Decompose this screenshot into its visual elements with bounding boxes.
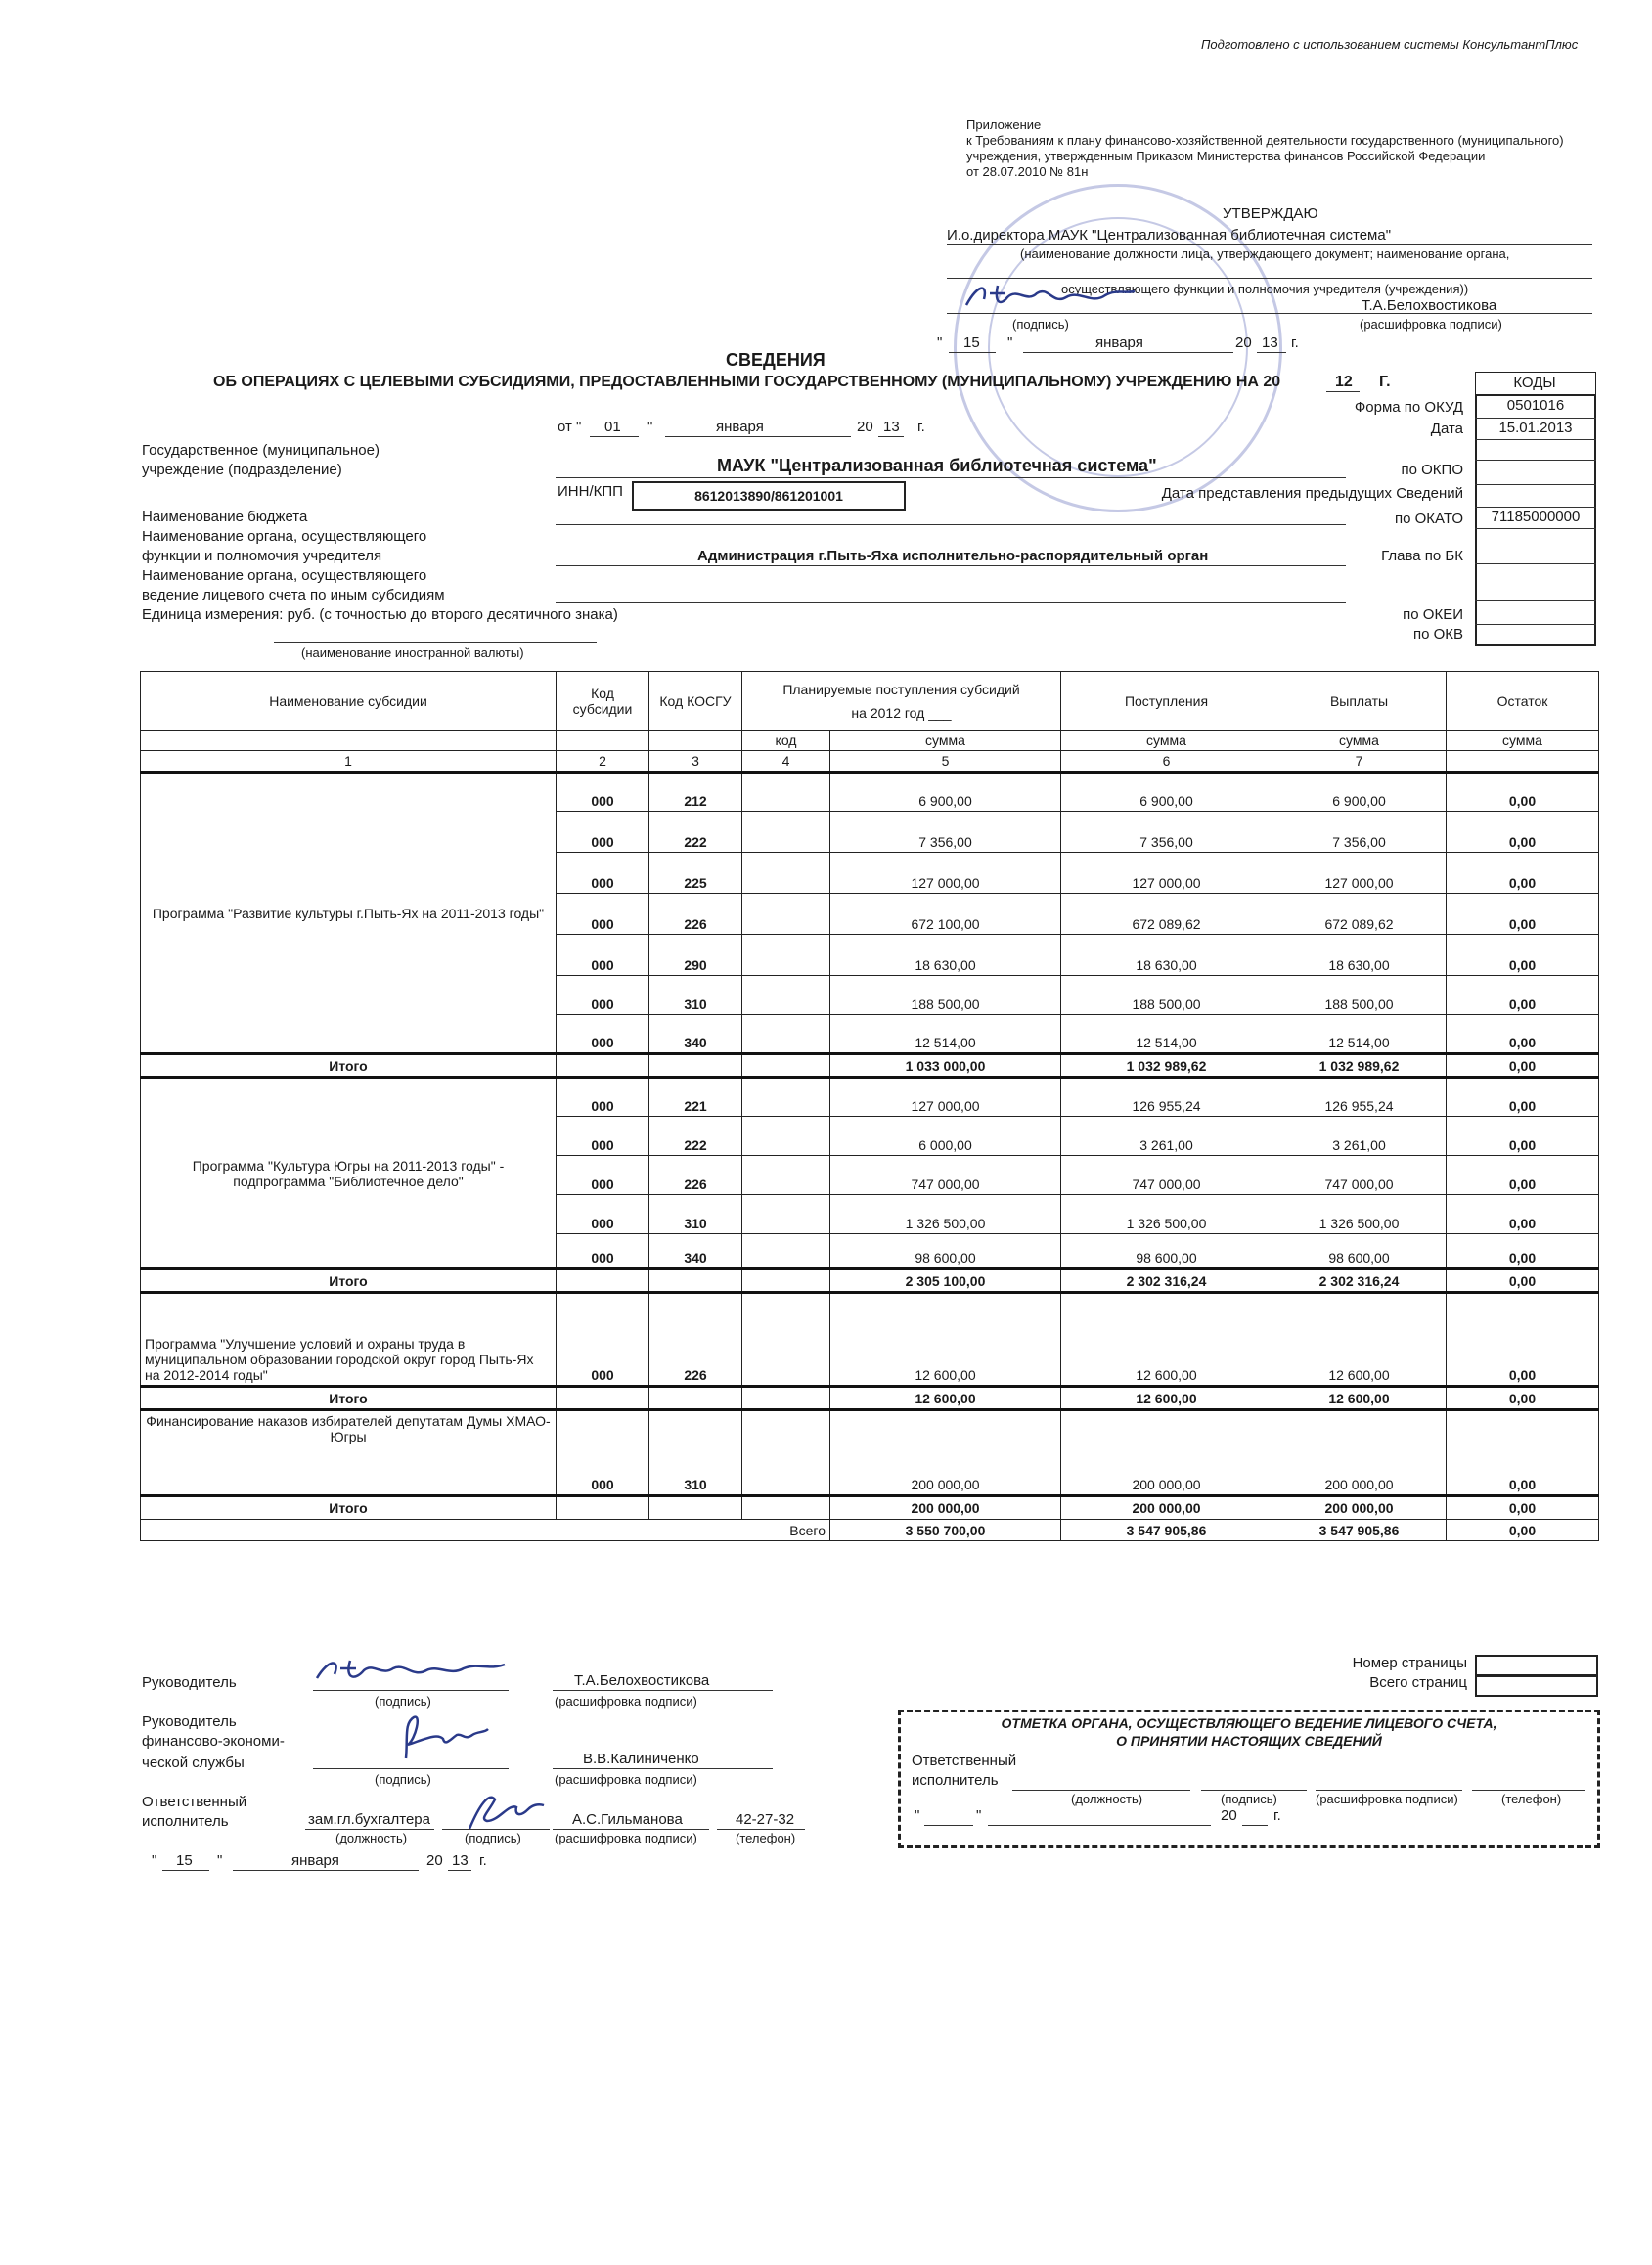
code-cell bbox=[742, 1293, 830, 1387]
kosgu-code: 225 bbox=[649, 853, 742, 894]
kosgu-code: 226 bbox=[649, 1293, 742, 1387]
code-cell bbox=[742, 1015, 830, 1054]
report-year-suffix: Г. bbox=[1379, 374, 1391, 390]
col-number: 5 bbox=[830, 751, 1061, 773]
report-date-month: января bbox=[716, 419, 764, 435]
table-row bbox=[141, 773, 1599, 812]
grand-total-label: Всего bbox=[141, 1520, 830, 1541]
subsidy-code: 000 bbox=[557, 1156, 649, 1195]
code-cell bbox=[742, 773, 830, 812]
payments-sum: 98 600,00 bbox=[1272, 1234, 1447, 1269]
payments-sum: 672 089,62 bbox=[1272, 894, 1447, 935]
remain-sum: 0,00 bbox=[1447, 976, 1599, 1015]
decode-caption: (расшифровка подписи) bbox=[555, 1772, 697, 1787]
approve-date-year: 13 bbox=[1262, 334, 1278, 351]
income-sum: 127 000,00 bbox=[1061, 853, 1272, 894]
planned-sum: 6 000,00 bbox=[830, 1117, 1061, 1156]
total-payments: 12 600,00 bbox=[1272, 1387, 1447, 1410]
code-cell bbox=[742, 1156, 830, 1195]
code-cell bbox=[742, 812, 830, 853]
founder-label: Наименование органа, осуществляющего bbox=[142, 528, 427, 545]
fin-head-signature bbox=[386, 1710, 494, 1768]
subsidies-table bbox=[140, 671, 1599, 1541]
total-label: Итого bbox=[141, 1496, 557, 1520]
approve-date-suffix: г. bbox=[1291, 334, 1299, 351]
report-date-year: 13 bbox=[883, 419, 900, 435]
total-income: 2 302 316,24 bbox=[1061, 1269, 1272, 1293]
income-sum: 98 600,00 bbox=[1061, 1234, 1272, 1269]
remain-sum: 0,00 bbox=[1447, 935, 1599, 976]
currency-caption: (наименование иностранной валюты) bbox=[301, 645, 524, 660]
remain-sum: 0,00 bbox=[1447, 1410, 1599, 1496]
appendix-line: учреждения, утвержденным Приказом Министерства финансов Российской Федерации bbox=[966, 149, 1486, 163]
planned-sum: 7 356,00 bbox=[830, 812, 1061, 853]
col-header-payments: Выплаты bbox=[1272, 672, 1447, 731]
total-remain: 0,00 bbox=[1447, 1496, 1599, 1520]
col-header-name: Наименование субсидии bbox=[141, 672, 557, 731]
subsidy-code: 000 bbox=[557, 1117, 649, 1156]
code-cell bbox=[742, 1234, 830, 1269]
income-sum: 200 000,00 bbox=[1061, 1410, 1272, 1496]
report-year: 12 bbox=[1335, 374, 1353, 390]
report-date-suffix: г. bbox=[917, 419, 925, 435]
kosgu-code: 310 bbox=[649, 976, 742, 1015]
subsidy-name: Программа "Культура Югры на 2011-2013 годы" - подпрограмма "Библиотечное дело" bbox=[141, 1078, 557, 1269]
exec-phone: 42-27-32 bbox=[736, 1811, 795, 1828]
approve-caption: осуществляющего функции и полномочия учредителя (учреждения)) bbox=[1061, 282, 1469, 296]
planned-sum: 200 000,00 bbox=[830, 1410, 1061, 1496]
income-sum: 1 326 500,00 bbox=[1061, 1195, 1272, 1234]
table-row bbox=[141, 1410, 1599, 1496]
remain-sum: 0,00 bbox=[1447, 1195, 1599, 1234]
okato-code: 71185000000 bbox=[1491, 509, 1581, 525]
account-label: ведение лицевого счета по иным субсидиям bbox=[142, 587, 445, 603]
decode-caption: (расшифровка подписи) bbox=[555, 1694, 697, 1709]
grand-planned: 3 550 700,00 bbox=[830, 1520, 1061, 1541]
remain-sum: 0,00 bbox=[1447, 853, 1599, 894]
footer-year-prefix: 20 bbox=[426, 1852, 443, 1869]
total-remain: 0,00 bbox=[1447, 1269, 1599, 1293]
remain-sum: 0,00 bbox=[1447, 894, 1599, 935]
grand-remain: 0,00 bbox=[1447, 1520, 1599, 1541]
mark-exec-label: исполнитель bbox=[912, 1772, 999, 1789]
founder-name: Администрация г.Пыть-Яха исполнительно-распорядительный орган bbox=[697, 548, 1209, 564]
col-sub-code: код bbox=[742, 731, 830, 751]
subsidy-code: 000 bbox=[557, 935, 649, 976]
col-header-planned: Планируемые поступления субсидий на 2012 год ___ bbox=[742, 672, 1061, 731]
kosgu-code: 222 bbox=[649, 812, 742, 853]
subsidy-code: 000 bbox=[557, 1410, 649, 1496]
income-sum: 3 261,00 bbox=[1061, 1117, 1272, 1156]
exec-position: зам.гл.бухгалтера bbox=[308, 1811, 430, 1828]
total-income: 200 000,00 bbox=[1061, 1496, 1272, 1520]
subsidy-code: 000 bbox=[557, 1015, 649, 1054]
planned-sum: 747 000,00 bbox=[830, 1156, 1061, 1195]
payments-sum: 1 326 500,00 bbox=[1272, 1195, 1447, 1234]
subsidy-code: 000 bbox=[557, 894, 649, 935]
col-number: 3 bbox=[649, 751, 742, 773]
mark-decode-caption: (расшифровка подписи) bbox=[1316, 1792, 1458, 1806]
approve-signature bbox=[959, 276, 1164, 323]
grand-payments: 3 547 905,86 bbox=[1272, 1520, 1447, 1541]
kosgu-code: 310 bbox=[649, 1195, 742, 1234]
report-year-prefix: 20 bbox=[857, 419, 873, 435]
inn-label: ИНН/КПП bbox=[558, 483, 623, 500]
subsidy-code: 000 bbox=[557, 1078, 649, 1117]
remain-sum: 0,00 bbox=[1447, 1234, 1599, 1269]
kosgu-code: 340 bbox=[649, 1015, 742, 1054]
payments-sum: 200 000,00 bbox=[1272, 1410, 1447, 1496]
col-sub-sum: сумма bbox=[830, 731, 1061, 751]
sign-caption: (подпись) bbox=[375, 1694, 431, 1709]
code-cell bbox=[742, 894, 830, 935]
consultant-note: Подготовлено с использованием системы КонсультантПлюс bbox=[1201, 37, 1579, 52]
payments-sum: 126 955,24 bbox=[1272, 1078, 1447, 1117]
fin-head-name: В.В.Калиниченко bbox=[583, 1751, 699, 1767]
planned-sum: 127 000,00 bbox=[830, 853, 1061, 894]
page-number-box bbox=[1475, 1655, 1598, 1676]
total-label: Итого bbox=[141, 1269, 557, 1293]
col-sub-sum: сумма bbox=[1447, 731, 1599, 751]
approve-title: УТВЕРЖДАЮ bbox=[1223, 205, 1318, 222]
subsidy-code: 000 bbox=[557, 1195, 649, 1234]
exec-label: исполнитель bbox=[142, 1813, 229, 1830]
sign-caption: (подпись) bbox=[1012, 317, 1069, 332]
budget-label: Наименование бюджета bbox=[142, 509, 308, 525]
income-sum: 672 089,62 bbox=[1061, 894, 1272, 935]
kosgu-code: 222 bbox=[649, 1117, 742, 1156]
code-cell bbox=[742, 1410, 830, 1496]
okud-code: 0501016 bbox=[1506, 397, 1565, 414]
total-label: Итого bbox=[141, 1054, 557, 1078]
total-payments: 200 000,00 bbox=[1272, 1496, 1447, 1520]
remain-sum: 0,00 bbox=[1447, 1015, 1599, 1054]
okato-label: по ОКАТО bbox=[1394, 511, 1463, 527]
col-sub-sum: сумма bbox=[1061, 731, 1272, 751]
footer-date-suffix: г. bbox=[479, 1852, 487, 1869]
footer-date-year: 13 bbox=[452, 1852, 469, 1869]
payments-sum: 6 900,00 bbox=[1272, 773, 1447, 812]
position-caption: (должность) bbox=[335, 1831, 408, 1845]
head-name: Т.А.Белохвостикова bbox=[574, 1672, 710, 1689]
remain-sum: 0,00 bbox=[1447, 812, 1599, 853]
subsidy-code: 000 bbox=[557, 1293, 649, 1387]
approve-caption: (наименование должности лица, утверждающего документ; наименование органа, bbox=[1020, 246, 1510, 261]
codes-header: КОДЫ bbox=[1475, 372, 1596, 395]
payments-sum: 747 000,00 bbox=[1272, 1156, 1447, 1195]
approve-date-month: января bbox=[1095, 334, 1143, 351]
remain-sum: 0,00 bbox=[1447, 773, 1599, 812]
payments-sum: 3 261,00 bbox=[1272, 1117, 1447, 1156]
code-cell bbox=[742, 935, 830, 976]
okei-label: по ОКЕИ bbox=[1403, 606, 1463, 623]
report-date-day: 01 bbox=[604, 419, 621, 435]
grand-total-row bbox=[141, 1520, 1599, 1541]
approve-year-prefix: 20 bbox=[1235, 334, 1252, 351]
income-sum: 188 500,00 bbox=[1061, 976, 1272, 1015]
okpo-label: по ОКПО bbox=[1401, 462, 1463, 478]
income-sum: 7 356,00 bbox=[1061, 812, 1272, 853]
mark-title: О ПРИНЯТИИ НАСТОЯЩИХ СВЕДЕНИЙ bbox=[1116, 1733, 1382, 1749]
glava-label: Глава по БК bbox=[1381, 548, 1463, 564]
payments-sum: 127 000,00 bbox=[1272, 853, 1447, 894]
col-number: 7 bbox=[1272, 751, 1447, 773]
okud-label: Форма по ОКУД bbox=[1354, 399, 1463, 416]
mark-exec-label: Ответственный bbox=[912, 1753, 1017, 1769]
head-label: Руководитель bbox=[142, 1674, 237, 1691]
fin-head-label: Руководитель bbox=[142, 1713, 237, 1730]
remain-sum: 0,00 bbox=[1447, 1078, 1599, 1117]
appendix-line: от 28.07.2010 № 81н bbox=[966, 164, 1089, 179]
mark-position-caption: (должность) bbox=[1071, 1792, 1143, 1806]
total-remain: 0,00 bbox=[1447, 1387, 1599, 1410]
pages-total-label: Всего страниц bbox=[1369, 1674, 1467, 1691]
planned-sum: 188 500,00 bbox=[830, 976, 1061, 1015]
phone-caption: (телефон) bbox=[736, 1831, 796, 1845]
institution-label: Государственное (муниципальное) bbox=[142, 442, 380, 459]
remain-sum: 0,00 bbox=[1447, 1156, 1599, 1195]
total-label: Итого bbox=[141, 1387, 557, 1410]
code-cell bbox=[742, 1195, 830, 1234]
exec-name: А.С.Гильманова bbox=[572, 1811, 683, 1828]
planned-sum: 6 900,00 bbox=[830, 773, 1061, 812]
code-cell bbox=[742, 1078, 830, 1117]
subsidy-code: 000 bbox=[557, 1234, 649, 1269]
account-label: Наименование органа, осуществляющего bbox=[142, 567, 427, 584]
code-cell bbox=[742, 1117, 830, 1156]
total-payments: 1 032 989,62 bbox=[1272, 1054, 1447, 1078]
date-code: 15.01.2013 bbox=[1498, 420, 1573, 436]
unit-label: Единица измерения: руб. (с точностью до второго десятичного знака) bbox=[142, 606, 618, 623]
date-label: Дата bbox=[1430, 421, 1463, 437]
total-income: 12 600,00 bbox=[1061, 1387, 1272, 1410]
mark-date-suffix: г. bbox=[1273, 1807, 1281, 1824]
appendix-line: к Требованиям к плану финансово-хозяйственной деятельности государственного (муниципального) bbox=[966, 133, 1564, 148]
exec-label: Ответственный bbox=[142, 1794, 247, 1810]
founder-label: функции и полномочия учредителя bbox=[142, 548, 382, 564]
code-cell bbox=[742, 976, 830, 1015]
head-signature bbox=[311, 1653, 516, 1692]
income-sum: 6 900,00 bbox=[1061, 773, 1272, 812]
payments-sum: 18 630,00 bbox=[1272, 935, 1447, 976]
remain-sum: 0,00 bbox=[1447, 1293, 1599, 1387]
total-planned: 12 600,00 bbox=[830, 1387, 1061, 1410]
subsidy-name: Программа "Развитие культуры г.Пыть-Ях на 2011-2013 годы" bbox=[141, 773, 557, 1054]
decode-caption: (расшифровка подписи) bbox=[555, 1831, 697, 1845]
subsidy-code: 000 bbox=[557, 853, 649, 894]
document-title: СВЕДЕНИЯ bbox=[726, 350, 826, 370]
total-payments: 2 302 316,24 bbox=[1272, 1269, 1447, 1293]
approve-date-day: 15 bbox=[963, 334, 980, 351]
planned-sum: 12 600,00 bbox=[830, 1293, 1061, 1387]
footer-date-month: января bbox=[291, 1852, 339, 1869]
total-row bbox=[141, 1387, 1599, 1410]
footer-date-day: 15 bbox=[176, 1852, 193, 1869]
planned-sum: 12 514,00 bbox=[830, 1015, 1061, 1054]
column-numbers-row bbox=[141, 751, 1599, 773]
col-number: 6 bbox=[1061, 751, 1272, 773]
total-remain: 0,00 bbox=[1447, 1054, 1599, 1078]
appendix-line: Приложение bbox=[966, 117, 1042, 132]
kosgu-code: 212 bbox=[649, 773, 742, 812]
inn-value: 8612013890/861201001 bbox=[694, 488, 843, 504]
income-sum: 18 630,00 bbox=[1061, 935, 1272, 976]
pages-total-box bbox=[1475, 1675, 1598, 1697]
okv-label: по ОКВ bbox=[1412, 626, 1463, 643]
inn-box bbox=[632, 481, 906, 511]
mark-phone-caption: (телефон) bbox=[1501, 1792, 1562, 1806]
total-planned: 1 033 000,00 bbox=[830, 1054, 1061, 1078]
document-subtitle: ОБ ОПЕРАЦИЯХ С ЦЕЛЕВЫМИ СУБСИДИЯМИ, ПРЕДОСТАВЛЕННЫМИ ГОСУДАРСТВЕННОМУ (МУНИЦИПАЛЬНОМУ) УЧРЕЖДЕНИЮ НА 20 bbox=[213, 374, 1281, 390]
kosgu-code: 310 bbox=[649, 1410, 742, 1496]
date-prefix: от " bbox=[558, 419, 582, 435]
kosgu-code: 226 bbox=[649, 1156, 742, 1195]
mark-title: ОТМЕТКА ОРГАНА, ОСУЩЕСТВЛЯЮЩЕГО ВЕДЕНИЕ ЛИЦЕВОГО СЧЕТА, bbox=[1001, 1715, 1497, 1731]
total-row bbox=[141, 1269, 1599, 1293]
approve-signer: Т.А.Белохвостикова bbox=[1362, 297, 1497, 314]
subsidy-code: 000 bbox=[557, 773, 649, 812]
total-planned: 200 000,00 bbox=[830, 1496, 1061, 1520]
planned-sum: 127 000,00 bbox=[830, 1078, 1061, 1117]
col-number: 1 bbox=[141, 751, 557, 773]
total-income: 1 032 989,62 bbox=[1061, 1054, 1272, 1078]
sign-caption: (подпись) bbox=[375, 1772, 431, 1787]
kosgu-code: 290 bbox=[649, 935, 742, 976]
prev-date-label: Дата представления предыдущих Сведений bbox=[1161, 485, 1463, 502]
approve-position: И.о.директора МАУК "Централизованная библиотечная система" bbox=[947, 227, 1392, 244]
subsidy-name: Программа "Улучшение условий и охраны труда в муниципальном образовании городской округ город Пыть-Ях на 2012-2014 годы" bbox=[141, 1293, 557, 1387]
grand-income: 3 547 905,86 bbox=[1061, 1520, 1272, 1541]
fin-head-label: финансово-экономи- bbox=[142, 1733, 285, 1750]
income-sum: 12 514,00 bbox=[1061, 1015, 1272, 1054]
institution-label: учреждение (подразделение) bbox=[142, 462, 342, 478]
col-sub-sum: сумма bbox=[1272, 731, 1447, 751]
mark-sign-caption: (подпись) bbox=[1221, 1792, 1277, 1806]
total-row bbox=[141, 1054, 1599, 1078]
subsidy-code: 000 bbox=[557, 812, 649, 853]
fin-head-label: ческой службы bbox=[142, 1754, 245, 1771]
kosgu-code: 226 bbox=[649, 894, 742, 935]
col-header-remain: Остаток bbox=[1447, 672, 1599, 731]
payments-sum: 12 600,00 bbox=[1272, 1293, 1447, 1387]
total-row bbox=[141, 1496, 1599, 1520]
subsidy-name: Финансирование наказов избирателей депутатам Думы ХМАО-Югры bbox=[141, 1410, 557, 1496]
institution-name: МАУК "Централизованная библиотечная система" bbox=[717, 456, 1157, 475]
sign-caption: (подпись) bbox=[465, 1831, 521, 1845]
income-sum: 126 955,24 bbox=[1061, 1078, 1272, 1117]
income-sum: 747 000,00 bbox=[1061, 1156, 1272, 1195]
total-planned: 2 305 100,00 bbox=[830, 1269, 1061, 1293]
col-header-income: Поступления bbox=[1061, 672, 1272, 731]
col-header-kosgu: Код КОСГУ bbox=[649, 672, 742, 731]
payments-sum: 12 514,00 bbox=[1272, 1015, 1447, 1054]
planned-sum: 98 600,00 bbox=[830, 1234, 1061, 1269]
planned-sum: 18 630,00 bbox=[830, 935, 1061, 976]
payments-sum: 7 356,00 bbox=[1272, 812, 1447, 853]
payments-sum: 188 500,00 bbox=[1272, 976, 1447, 1015]
page-number-label: Номер страницы bbox=[1352, 1655, 1467, 1671]
kosgu-code: 221 bbox=[649, 1078, 742, 1117]
planned-sum: 1 326 500,00 bbox=[830, 1195, 1061, 1234]
col-number: 4 bbox=[742, 751, 830, 773]
subsidy-code: 000 bbox=[557, 976, 649, 1015]
col-number: 2 bbox=[557, 751, 649, 773]
mark-year-prefix: 20 bbox=[1221, 1807, 1237, 1824]
income-sum: 12 600,00 bbox=[1061, 1293, 1272, 1387]
planned-sum: 672 100,00 bbox=[830, 894, 1061, 935]
remain-sum: 0,00 bbox=[1447, 1117, 1599, 1156]
exec-signature bbox=[460, 1786, 548, 1833]
kosgu-code: 340 bbox=[649, 1234, 742, 1269]
table-row bbox=[141, 1078, 1599, 1117]
table-row bbox=[141, 1293, 1599, 1387]
decode-caption: (расшифровка подписи) bbox=[1360, 317, 1502, 332]
col-header-code: Код субсидии bbox=[557, 672, 649, 731]
code-cell bbox=[742, 853, 830, 894]
